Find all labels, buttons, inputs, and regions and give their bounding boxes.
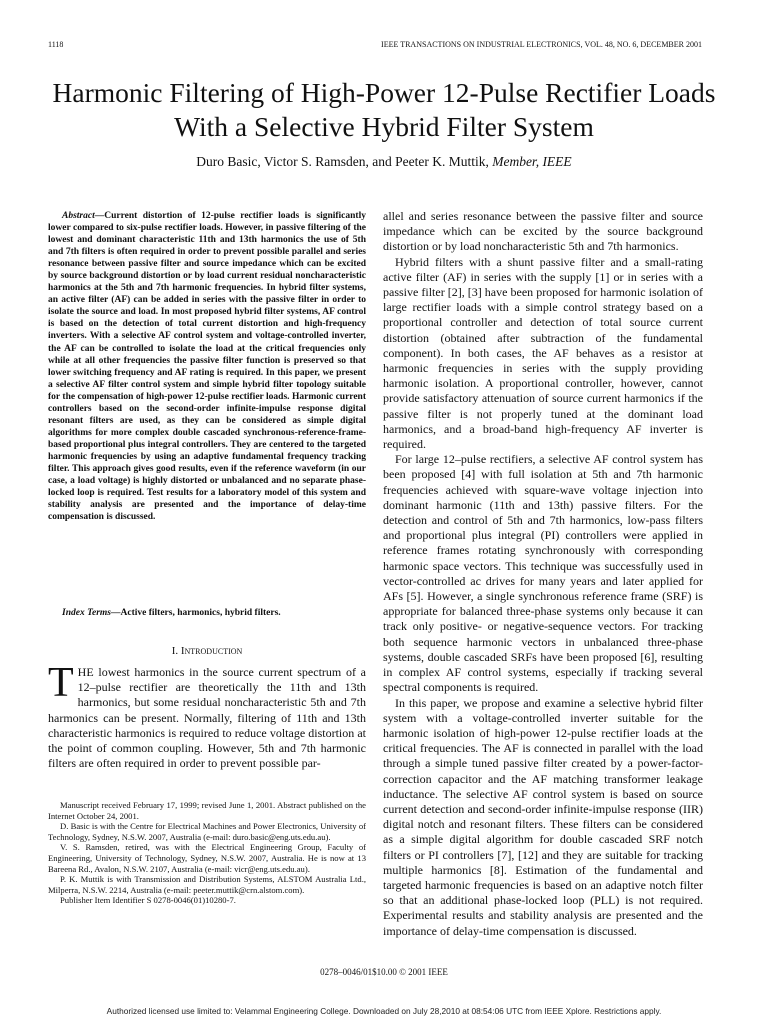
footnote: D. Basic is with the Centre for Electrical Machines and Power Electronics, University of Technology, Sydney, N.S.W. 2007, Australia (e-mail: duro.basic@eng.uts.edu.au). [48, 821, 366, 842]
index-terms [48, 607, 366, 619]
paper-title: Harmonic Filtering of High-Power 12-Pulse Rectifier Loads With a Selective Hybrid Filter System [52, 77, 716, 142]
page-number: 1118 [48, 40, 64, 49]
index-terms-text: Active filters, harmonics, hybrid filters. [120, 608, 281, 618]
footnote: Publisher Item Identifier S 0278-0046(01)10280-7. [60, 895, 236, 906]
dropcap-letter: T [48, 660, 74, 706]
footnotes [48, 800, 366, 906]
author-line [36, 154, 732, 170]
intro-paragraph [48, 660, 366, 771]
section-heading [48, 645, 366, 657]
index-terms-label: Index Terms— [62, 608, 121, 618]
body-paragraph: allel and series resonance between the passive filter and source impedance which can be excited by the source background distortion or by load noncharacteristic 5th and 7th harmonics. [383, 209, 703, 254]
footnote: P. K. Muttik is with Transmission and Distribution Systems, ALSTOM Australia Ltd., Milperra, N.S.W. 2214, Australia (e-mail: peeter.muttik@crn.alstom.com). [48, 874, 366, 895]
journal-header: IEEE TRANSACTIONS ON INDUSTRIAL ELECTRONICS, VOL. 48, NO. 6, DECEMBER 2001 [381, 40, 702, 49]
abstract-text: Current distortion of 12-pulse rectifier loads is significantly lower compared to six-pulse rectifier loads. However, in passive filtering of the lowest and dominant characteristic 11th and 13th harmonics the use of 5th and 7th filters is often required in order to prevent possible parallel and series resonance between passive filter and source impedance which can be excited by source background distortion or by load current residual noncharacteristic harmonics at the 5th and 7th harmonic frequencies. In hybrid filter systems, an active filter (AF) can be added in series with the passive filter in order to isolate the source and load. In most proposed hybrid filter systems, AF control is based on the detection of total current distortion and high-frequency inverters. With a selective AF control system and voltage-controlled inverter, the AF can be controlled to isolate the load at the critical frequencies only while at all other frequencies the passive filter function is preserved so that lower switching frequency and AF rating is required. In this paper, we present a selective AF filter control system and simple hybrid filter topology suitable for the compensation of high-power 12-pulse rectifier loads. Harmonic current controllers based on the second-order infinite-impulse response digital resonant filters are used, as they can be considered as simple digital algorithms for more complex double cascaded synchronous-reference-frame-based proportional plus integral controllers. They are centered to the targeted harmonic frequencies by using an adaptive fundamental frequency tracking filter. This approach gives good results, even if the reference waveform (in our case, a load voltage) is highly distorted or unbalanced and no separate phase-locked loop is required. Test results for a laboratory model of this system and stability analysis are presented and the importance of delay-time compensation is discussed. [48, 211, 366, 523]
abstract [48, 210, 366, 523]
copyright-line: 0278–0046/01$10.00 © 2001 IEEE [320, 967, 448, 977]
section-number: I. [171, 645, 179, 657]
body-paragraph: For large 12–pulse rectifiers, a selective AF control system has been proposed [4] with full isolation at 5th and 7th harmonic frequencies achieved with square-wave voltage injection into dominant harmonic (11th and 13th) passive filters. For the detection and control of 5th and 7th harmonics, low-pass filters and proportional plus integral (PI) controllers were applied in reference frames rotating synchronously with corresponding harmonic space vectors. This technique was successfully used in vector-controlled ac drives for many years and later applied for AFs [5]. However, a single synchronous reference frame (SRF) is appropriate for balanced three-phase systems only because it can track only positive- or negative-sequence vectors. For tracking both sequence harmonic vectors in unbalanced three-phase systems, double cascaded SRFs have been proposed [6], resulting in complex AF control systems, especially if tracking several spectral components is required. [383, 452, 703, 695]
body-paragraph: In this paper, we propose and examine a selective hybrid filter system with a voltage-controlled inverter suitable for the harmonic isolation of high-power 12-pulse rectifier loads at the critical frequencies. The AF is connected in parallel with the load through a simple tuned passive filter created by a power-factor-correction capacitor and the AF matching transformer leakage inductance. The selective AF control system is based on source current detection and second-order infinite-impulse response (IIR) digital notch and resonant filters. These filters can be considered as a simple digital algorithm for double cascaded SRF notch filters or PI controllers [7], [12] and they are suitable for tracking multiple harmonics [8]. Estimation of the fundamental and targeted harmonic frequencies is based on an adaptive notch filter so that an additional phase-locked loop (PLL) is not required. Experimental results and stability analysis are presented and the importance of delay-time compensation is discussed. [383, 695, 703, 938]
author-names: Duro Basic, Victor S. Ramsden, and Peeter K. Muttik, [196, 154, 489, 169]
right-column [383, 209, 703, 939]
footnote: Manuscript received February 17, 1999; revised June 1, 2001. Abstract published on the Internet October 24, 2001. [48, 800, 366, 821]
license-notice: Authorized licensed use limited to: Velammal Engineering College. Downloaded on July 28,2010 at 08:54:06 UTC from IEEE Xplore. Restrictions apply. [106, 1006, 662, 1016]
author-membership: Member, IEEE [492, 154, 572, 169]
abstract-label: Abstract— [62, 211, 105, 221]
body-paragraph: Hybrid filters with a shunt passive filter and a small-rating active filter (AF) in series with the supply [1] or in series with a passive filter [2], [3] have been proposed for harmonic isolation of large rectifier loads with a simple control strategy based on a proportional controller and detection of total source current distortion (obtained after subtraction of the fundamental component). In both cases, the AF behaves as a resistor at harmonic frequencies in series with the supply providing harmonic isolation. A proportional controller, however, cannot provide satisfactory attenuation of source current harmonics if the passive filter is not properly tuned at the dominant load harmonics, and a broad-band high-frequency AF inverter is required. [383, 254, 703, 452]
intro-text: HE lowest harmonics in the source current spectrum of a 12–pulse rectifier are theoretically the 11th and 13th harmonics, but some residual noncharacteristic 5th and 7th harmonics can be present. Normally, filtering of 11th and 13th characteristic harmonics is required to reduce voltage distortion at the point of common coupling. However, 5th and 7th harmonic filters are often required in order to prevent possible par- [48, 665, 366, 771]
footnote: V. S. Ramsden, retired, was with the Electrical Engineering Group, Faculty of Engineering, University of Technology, Sydney, N.S.W. 2007, Australia. He is now at 13 Bareena Rd., Avalon, N.S.W. 2107, Australia (e-mail: vicr@eng.uts.edu.au). [48, 842, 366, 874]
section-title: Introduction [180, 645, 243, 657]
